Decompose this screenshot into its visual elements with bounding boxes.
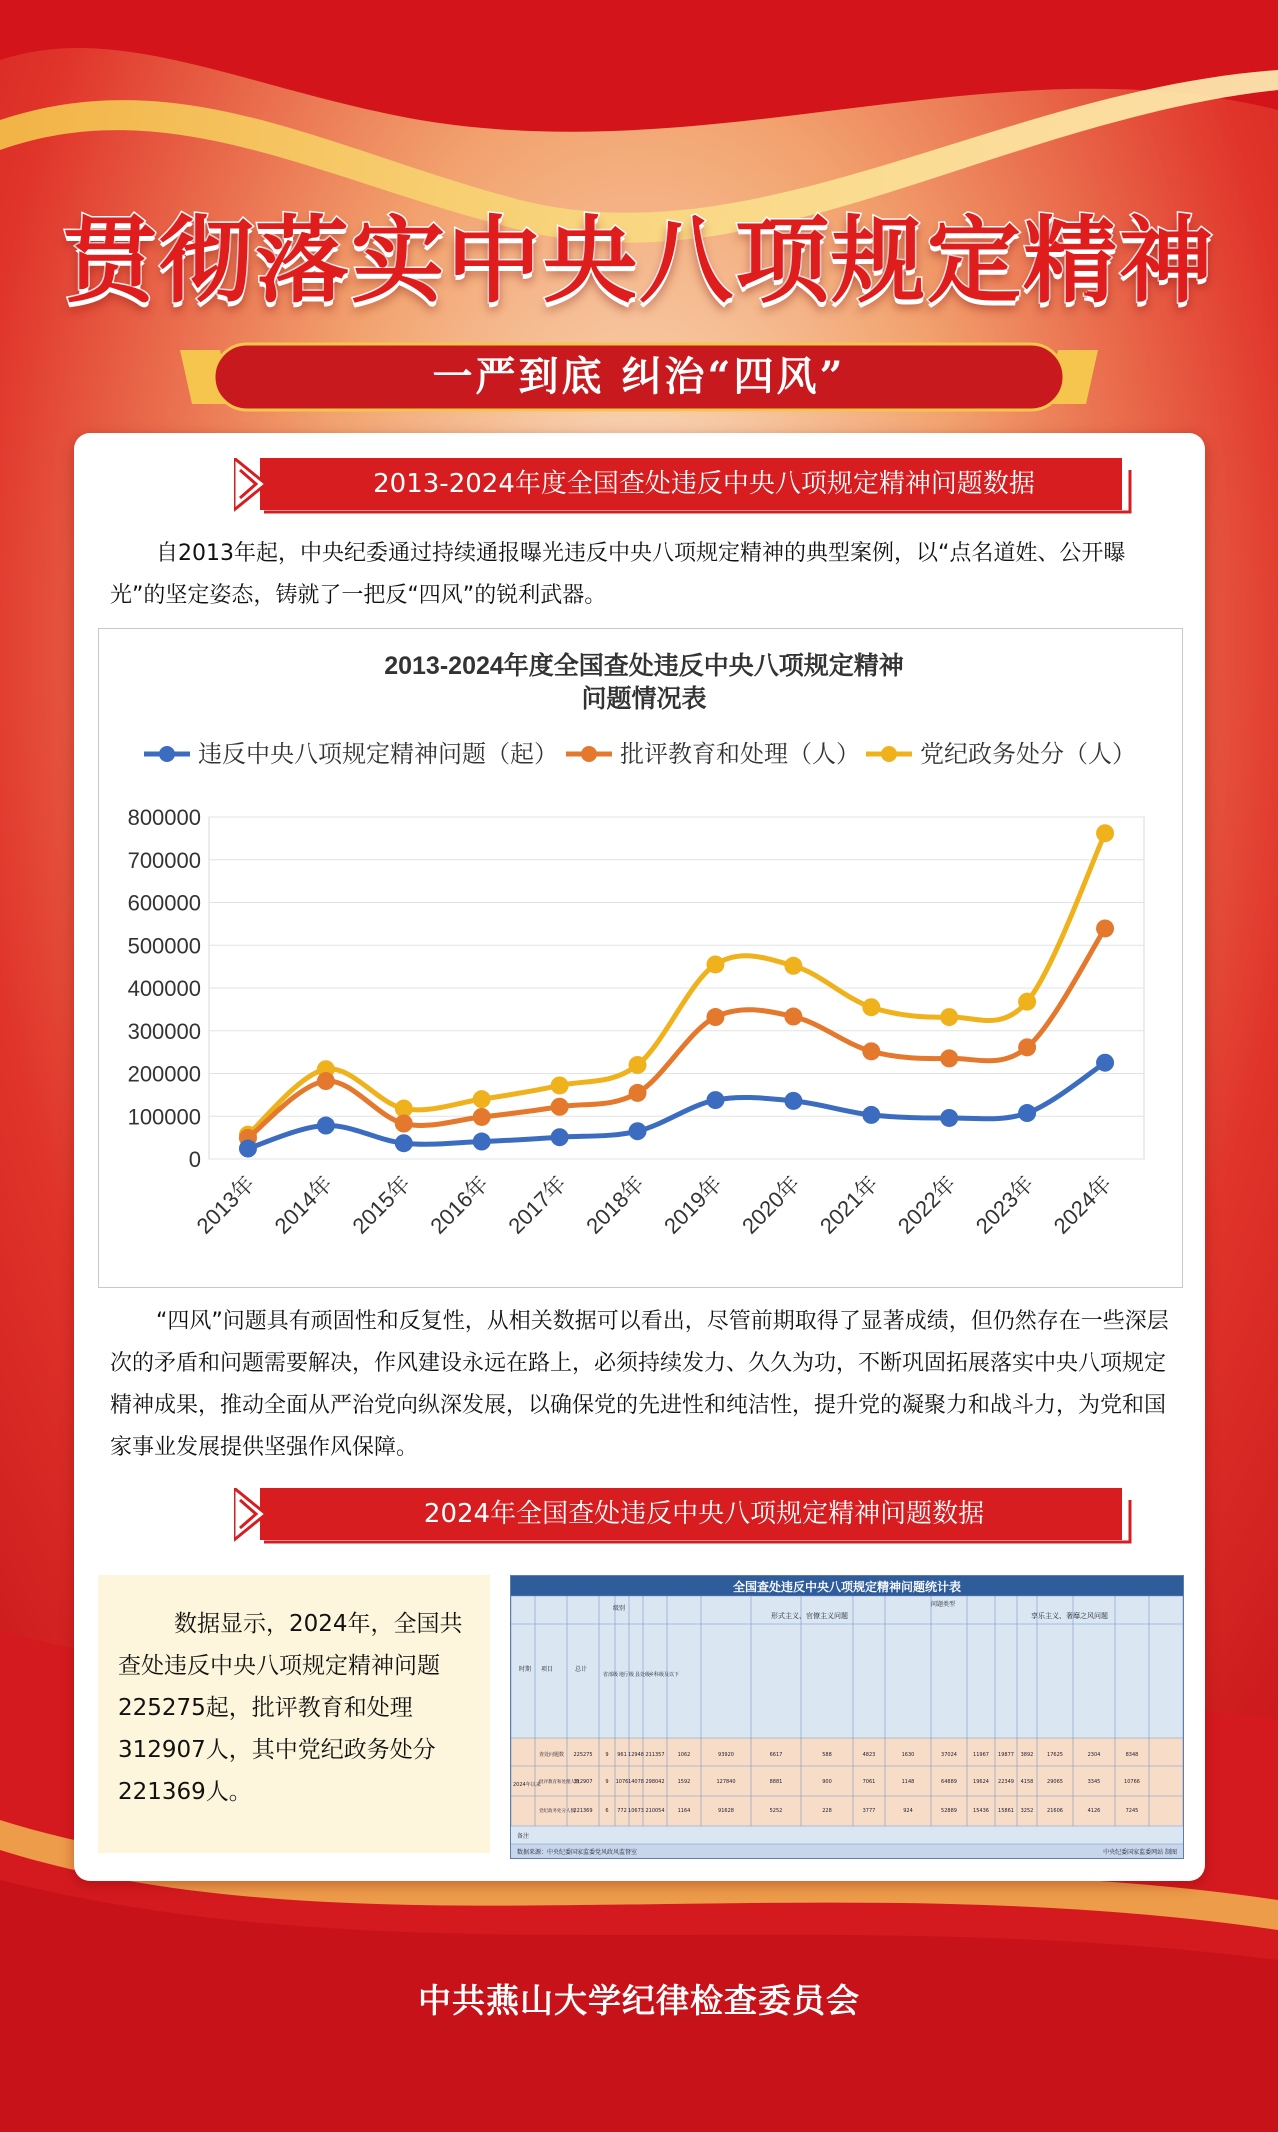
data-point: [706, 1091, 724, 1109]
stats-cell: 1148: [901, 1779, 915, 1785]
y-tick-label: 0: [188, 1147, 201, 1172]
stats-cell: 3777: [862, 1808, 876, 1814]
chart-title-line1: 2013-2024年度全国查处违反中央八项规定精神: [384, 652, 904, 680]
stats-table-title: 全国查处违反中央八项规定精神问题统计表: [732, 1580, 962, 1594]
line-chart: [98, 628, 1183, 1288]
stats-cell: 14078: [628, 1779, 644, 1785]
stats-cell: 9: [605, 1779, 609, 1785]
data-point: [473, 1133, 491, 1151]
stats-level-county: 县处级: [635, 1672, 651, 1678]
stats-cell: 924: [903, 1808, 913, 1814]
data-point: [551, 1098, 569, 1116]
stats-cell: 1592: [677, 1779, 691, 1785]
x-tick-label: 2023年: [970, 1170, 1039, 1239]
data-point: [317, 1072, 335, 1090]
data-point: [706, 955, 724, 973]
chart-title-line2: 问题情况表: [581, 685, 707, 713]
data-point: [1096, 1054, 1114, 1072]
stats-cell: 3252: [1020, 1808, 1034, 1814]
stats-cell: 10673: [628, 1808, 644, 1814]
stats-cell: 4823: [862, 1752, 876, 1758]
stats-cell: 64889: [941, 1779, 957, 1785]
stats-problem-type: 问题类型: [931, 1601, 956, 1608]
stats-cell: 298042: [645, 1779, 665, 1785]
stats-cell: 5252: [769, 1808, 783, 1814]
data-point: [1018, 1038, 1036, 1056]
stats-formalism-group: 形式主义、官僚主义问题: [771, 1612, 848, 1620]
chart-svg: [99, 629, 1182, 1287]
stats-cell: 7245: [1125, 1808, 1139, 1814]
data-point: [706, 1008, 724, 1026]
stats-cell: 211357: [645, 1752, 665, 1758]
stats-cell: 15861: [998, 1808, 1014, 1814]
stats-cell: 1062: [677, 1752, 691, 1758]
series-line: [248, 928, 1105, 1137]
stats-cell: 93920: [718, 1752, 734, 1758]
x-tick-label: 2018年: [581, 1170, 650, 1239]
stats-hedonism-group: 享乐主义、奢靡之风问题: [1031, 1612, 1108, 1620]
y-tick-label: 300000: [127, 1018, 201, 1044]
poster-title: 贯彻落实中央八项规定精神: [62, 207, 1215, 316]
stats-cell: 22349: [998, 1779, 1014, 1785]
section2-ribbon: [234, 1488, 1134, 1548]
data-point: [862, 1042, 880, 1060]
data-point: [1096, 824, 1114, 842]
x-tick-label: 2021年: [814, 1170, 883, 1239]
stats-cell: 91628: [718, 1808, 734, 1814]
stats-cell: 210054: [645, 1808, 665, 1814]
stats-cell: 52889: [941, 1808, 957, 1814]
intro-paragraph: 自2013年起，中央纪委通过持续通报曝光违反中央八项规定精神的典型案例，以“点名道姓、公开曝光”的坚定姿态，铸就了一把反“四风”的锐利武器。: [110, 541, 1126, 608]
stats-cell: 8881: [769, 1779, 783, 1785]
stats-cell: 127840: [716, 1779, 736, 1785]
legend-label: 批评教育和处理（人）: [620, 741, 860, 768]
x-tick-label: 2015年: [347, 1170, 416, 1239]
data-point: [629, 1084, 647, 1102]
data-point: [473, 1108, 491, 1126]
legend-label: 违反中央八项规定精神问题（起）: [198, 741, 558, 768]
stats-cell: 1164: [677, 1808, 691, 1814]
stats-row-label-1: 查处问题数: [539, 1752, 565, 1758]
section1-ribbon: [234, 458, 1134, 518]
stats-row-label-3: 党纪政务处分人数: [539, 1809, 575, 1814]
stats-note-label: 备注: [517, 1833, 530, 1840]
section1-heading: 2013-2024年度全国查处违反中央八项规定精神问题数据: [373, 469, 1035, 499]
data-point: [551, 1128, 569, 1146]
y-tick-label: 800000: [127, 805, 201, 830]
stats-cell: 29065: [1047, 1779, 1063, 1785]
x-tick-label: 2017年: [503, 1170, 572, 1239]
stats-cell: 19877: [998, 1752, 1014, 1758]
stats-cell: 4158: [1020, 1779, 1034, 1785]
stats-cell: 588: [822, 1752, 832, 1758]
stats-row-label-2: 批评教育和处理人数: [539, 1780, 580, 1785]
data-point: [784, 957, 802, 975]
stats-cell: 772: [617, 1808, 627, 1814]
data-point: [629, 1122, 647, 1140]
stats-cell: 3345: [1087, 1779, 1101, 1785]
stats-level-province: 省部级: [603, 1672, 619, 1678]
data-point: [395, 1115, 413, 1133]
stats-cell: 1630: [901, 1752, 915, 1758]
data-point: [940, 1049, 958, 1067]
legend-marker: [159, 746, 175, 762]
content-card: [74, 433, 1205, 1881]
data-point: [1018, 1104, 1036, 1122]
analysis-paragraph: “四风”问题具有顽固性和反复性，从相关数据可以看出，尽管前期取得了显著成绩，但仍然存在一些深层次的矛盾和问题需要解决，作风建设永远在路上，必须持续发力、久久为功，不断巩固拓展落实中央八项规定精神成果，推动全面从严治党向纵深发展，以确保党的先进性和纯洁性，提升党的凝聚力和战斗力，为党和国家事业发展提供坚强作风保障。: [110, 1309, 1169, 1460]
stats-cell: 12948: [628, 1752, 644, 1758]
subtitle-text: 一严到底 纠治“四风”: [432, 353, 846, 400]
stats-cell: 312907: [573, 1779, 593, 1785]
stats-cell: 37024: [941, 1752, 957, 1758]
data-point: [1018, 993, 1036, 1011]
stats-header-period: 时期: [519, 1666, 532, 1673]
subtitle-banner: [180, 342, 1098, 412]
data-point: [473, 1090, 491, 1108]
stats-row-period: 2024年以来: [513, 1782, 541, 1788]
stats-source-left: 数据来源：中央纪委国家监委党风政风监督室: [517, 1849, 638, 1856]
data-point: [784, 1008, 802, 1026]
stats-cell: 4126: [1087, 1808, 1101, 1814]
stats-cell: 225275: [573, 1752, 593, 1758]
x-tick-label: 2020年: [737, 1170, 805, 1239]
data-point: [940, 1109, 958, 1127]
stats-cell: 1076: [615, 1779, 629, 1785]
statistics-table-svg: [511, 1576, 1183, 1858]
data-point: [629, 1056, 647, 1074]
stats-header-item: 项目: [541, 1666, 554, 1673]
stats-cell: 11967: [973, 1752, 989, 1758]
x-tick-label: 2014年: [269, 1170, 338, 1239]
y-tick-label: 500000: [127, 933, 201, 959]
summary-2024-text: 数据显示，2024年，全国共查处违反中央八项规定精神问题225275起，批评教育和处理312907人，其中党纪政务处分221369人。: [118, 1611, 463, 1805]
section2-heading: 2024年全国查处违反中央八项规定精神问题数据: [423, 1499, 985, 1529]
stats-cell: 21606: [1047, 1808, 1063, 1814]
legend-marker: [881, 746, 897, 762]
x-tick-label: 2022年: [892, 1170, 961, 1239]
stats-cell: 961: [617, 1752, 627, 1758]
data-point: [317, 1117, 335, 1135]
x-tick-label: 2024年: [1048, 1170, 1117, 1239]
footer-organization: 中共燕山大学纪律检查委员会: [418, 1981, 860, 2020]
statistics-table-image: [510, 1575, 1184, 1859]
stats-cell: 221369: [573, 1808, 593, 1814]
stats-cell: 7061: [862, 1779, 876, 1785]
data-point: [862, 998, 880, 1016]
stats-cell: 6: [605, 1808, 609, 1814]
x-tick-label: 2016年: [425, 1170, 494, 1239]
summary-box: [98, 1575, 490, 1853]
stats-source-right: 中央纪委国家监委网站 制图: [1103, 1849, 1177, 1856]
stats-cell: 17625: [1047, 1752, 1063, 1758]
data-point: [551, 1076, 569, 1094]
stats-level-prefecture: 地厅级: [619, 1672, 635, 1678]
series-line: [248, 833, 1105, 1134]
stats-cell: 15436: [973, 1808, 989, 1814]
data-point: [395, 1134, 413, 1152]
stats-cell: 10766: [1124, 1779, 1140, 1785]
stats-cell: 6617: [769, 1752, 783, 1758]
stats-cell: 19624: [973, 1779, 989, 1785]
y-tick-label: 200000: [127, 1061, 201, 1087]
y-tick-label: 600000: [127, 890, 201, 916]
stats-cell: 900: [822, 1779, 832, 1785]
x-tick-label: 2013年: [191, 1170, 260, 1239]
data-point: [1096, 919, 1114, 937]
stats-level-township: 乡科级及以下: [649, 1672, 680, 1678]
stats-cell: 228: [822, 1808, 832, 1814]
stats-cell: 3892: [1020, 1752, 1034, 1758]
x-tick-label: 2019年: [659, 1170, 727, 1239]
data-point: [862, 1106, 880, 1124]
stats-cell: 2304: [1087, 1752, 1101, 1758]
legend-label: 党纪政务处分（人）: [920, 741, 1136, 768]
stats-header-total: 总计: [575, 1666, 588, 1673]
y-tick-label: 700000: [127, 847, 201, 873]
legend-marker: [581, 746, 597, 762]
stats-cell: 9: [605, 1752, 609, 1758]
data-point: [940, 1008, 958, 1026]
stats-level-group: 级别: [613, 1605, 626, 1612]
stats-cell: 8348: [1125, 1752, 1139, 1758]
y-tick-label: 400000: [127, 976, 201, 1001]
y-tick-label: 100000: [127, 1104, 201, 1130]
data-point: [239, 1140, 257, 1158]
data-point: [784, 1092, 802, 1110]
